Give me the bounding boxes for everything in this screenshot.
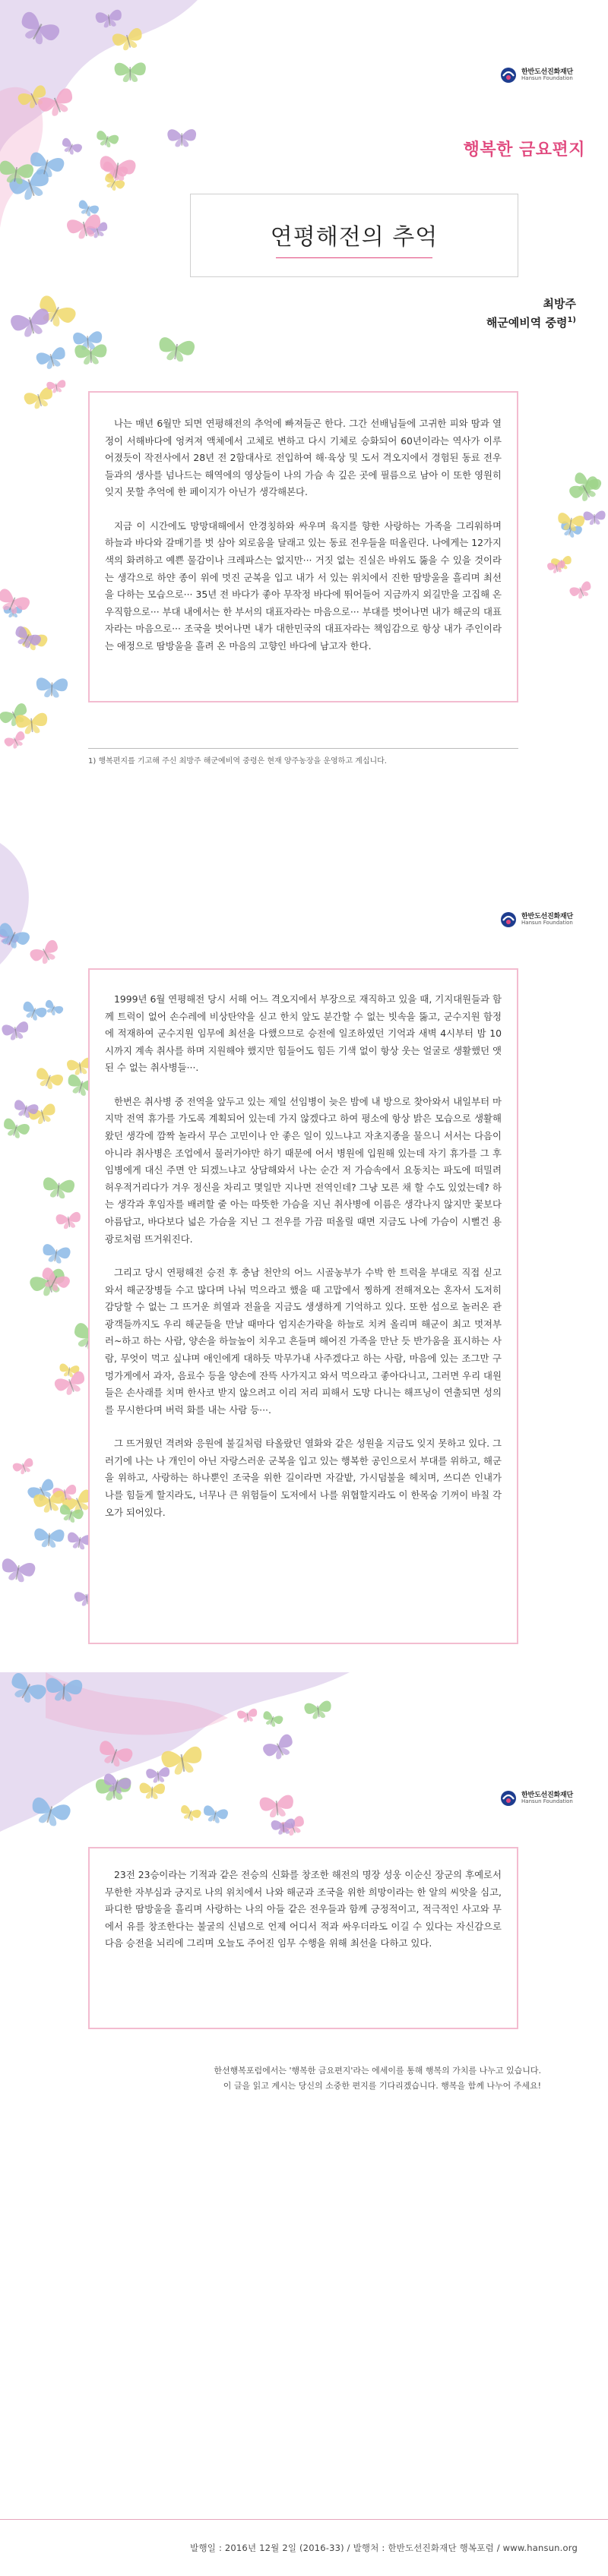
title-box (190, 194, 518, 277)
logo-name-en: Hansun Foundation (521, 920, 573, 927)
author-block (486, 295, 576, 333)
logo-name-en: Hansun Foundation (521, 1798, 573, 1805)
logo-name-en: Hansun Foundation (521, 75, 573, 82)
butterfly-icon (0, 587, 31, 617)
butterfly-icon (583, 510, 606, 525)
foundation-logo (500, 67, 573, 84)
closing-note (176, 2063, 541, 2094)
page-3 (0, 1672, 608, 2576)
butterfly-icon (42, 999, 64, 1018)
title-underline (276, 257, 432, 258)
butterfly-icon (139, 1782, 165, 1799)
butterfly-icon (2, 1021, 30, 1041)
butterfly-icon (12, 1457, 36, 1476)
paragraph: 1999년 6월 연평해전 당시 서해 어느 격오지에서 부장으로 재직하고 있을 때, 기지대원들과 함께 트럭이 없어 손수레에 비상탄약을 싣고 한치 앞도 분간할 수 없는 빗속을 뚫고, 군수지원 함정에 적재하여 군수지원 임무에 최선을 다했으므로 승전에 일조하였던 기억과 새벽 4시부터 밤 10시까지 계속 취사를 하며 지원해야 했지만 힘들어도 힘든 기색 없이 항상 웃는 얼굴로 생활했던 앳된 수 없는 취사병들···. (105, 993, 502, 1074)
butterfly-cluster-bottom-left (0, 577, 84, 775)
butterfly-icon (0, 1558, 36, 1584)
page-2 (0, 828, 608, 1672)
footer-divider (0, 2519, 608, 2520)
body-box-3 (88, 1847, 518, 2029)
butterfly-icon (33, 1528, 65, 1548)
butterfly-icon (3, 731, 28, 752)
butterfly-icon (36, 677, 68, 698)
butterfly-icon (28, 939, 62, 968)
page-1 (0, 0, 608, 828)
paragraph: 23전 23승이라는 기적과 같은 전승의 신화를 창조한 해전의 명장 성웅 이순신 장군의 후예로서 무한한 자부심과 긍지로 나의 위치에서 나와 해군과 조국을 위한 희망이라는 한 알의 씨앗을 심고, 파디한 땀방울을 흘리며 사랑하는 나의 아들 같은 전우들과 함께 긍정적이고, 적극적인 사고와 무에서 유를 창조한다는 불굴의 신념으로 언제 어디서 적과 싸우더라도 이길 수 있다는 자신감으로 다음 승전을 뇌리에 그리며 오늘도 주어진 임무 수행을 위해 최선을 다하고 있다. (105, 1869, 502, 1949)
butterfly-icon (259, 1795, 295, 1819)
butterfly-icon (20, 1000, 48, 1023)
butterfly-icon (55, 1211, 82, 1230)
butterfly-icon (157, 336, 195, 363)
author-role: 해군예비역 중령 (486, 315, 568, 330)
paragraph: 그리고 당시 연평해전 승전 후 충남 천안의 어느 시골농부가 수박 한 트럭을 부대로 직접 싣고 와서 해군장병들 수고 많다며 나눠 먹으라고 했을 때 고맙에서 찡하게 전해져오는 혼자서 도저히 감당할 수 없는 그 뜨거운 희열과 전율을 지금도 생생하게 기억하고 있다. 또한 섬으로 놀러온 관광객들까지도 우리 해군들을 만날 때마다 엄지손가락을 하늘로 치켜 올리며 해군이 최고 멋져부러~하고 하는 사람, 양손을 하늘높이 치우고 흔들며 해어진 가족을 만난 듯 반가움을 표시하는 사람, 무엇이 먹고 싶냐며 애인에게 대하듯 막무가내 사주겠다고 하는 사람, 마음에 있는 조그만 구멍가게에서 과자, 음료수 등을 양손에 잔뜩 사가지고 와서 먹으라고 좋아다니고, 그러면 우리 대원들은 손사래를 치며 한사코 받지 않으려고 이리 저리 피해서 도망 다니는 해프닝이 연출되면 성의를 무시한다며 버럭 화를 내는 사람 등···. (105, 1267, 502, 1416)
butterfly-icon (1, 1117, 31, 1141)
foundation-logo-icon (500, 911, 517, 928)
butterfly-icon (9, 308, 52, 340)
butterfly-icon (201, 1804, 229, 1825)
foundation-logo-icon (500, 1790, 517, 1807)
logo-name-ko: 한반도선진화재단 (521, 912, 573, 920)
butterfly-icon (179, 1804, 202, 1823)
paragraph: 한번은 취사병 중 전역을 앞두고 있는 제일 선임병이 늦은 밤에 내 방으로 찾아와서 내일부터 마지막 전역 휴가를 가도록 계획되어 있는데 가지 않겠다고 하여 평소에 항상 밝은 모습으로 생활해왔던 생각에 깜짝 놀라서 무슨 고민이나 안 좋은 일이 있느냐고 자초지종을 물으니 서서는 다음이 아니라 취사병은 조업에서 물러가야만 하기 때문에 어서 병원에 입원해 있는데 자기 휴가를 그 후임병에게 대신 주면 안 되겠느냐고 상담해와서 나는 순간 저 가슴속에서 요동치는 파도에 떠밀려 허우적거리다가 겨우 정신을 차리고 몇일만 지나면 전역인데? 그냥 모른 채 할 수도 있었는데? 하는 생각과 후임자를 배려할 줄 아는 따뜻한 가슴을 지닌 취사병에 이름은 생각나지 않지만 꽃보다 아름답고, 바다보다 넓은 가슴을 지닌 그 전우를 가끔 떠올릴 때면 지금도 나에 가슴이 시뻘건 용광로처럼 뜨거워진다. (105, 1095, 502, 1245)
butterfly-icon (304, 1700, 333, 1720)
foundation-logo (500, 911, 573, 928)
butterfly-icon (568, 580, 594, 601)
butterfly-icon (35, 346, 68, 372)
closing-line-2: 이 글을 읽고 계시는 당신의 소중한 편지를 기다리겠습니다. 행복을 함께 나누어 주세요! (223, 2080, 541, 2091)
article-title: 연평해전의 추억 (270, 224, 439, 251)
butterfly-cluster-right (540, 410, 608, 623)
butterfly-icon (23, 387, 55, 412)
series-title: 행복한 금요편지 (463, 140, 585, 159)
publication-footer: 발행일 : 2016년 12월 2일 (2016-33) / 발행처 : 한반도선진화재단 행복포럼 / www.hansun.org (190, 2543, 578, 2553)
logo-name-ko: 한반도선진화재단 (521, 1791, 573, 1799)
butterfly-cluster-top (0, 1672, 350, 1847)
butterfly-icon (42, 1177, 75, 1200)
butterfly-icon (146, 1767, 171, 1784)
paragraph: 그 뜨거웠던 격려와 응원에 불길처럼 타올랐던 열화와 같은 성원을 지금도 잊지 못하고 있다. 그러기에 나는 나 개인이 아닌 자랑스러운 군복을 입고 있는 행복한 공인으로서 부대를 위하고, 해군을 위하고, 사랑하는 하나뿐인 조국을 위한 길이라면 자갈밭, 가시덤불을 헤치며, 쓰디쓴 인내가 나를 힘들게 할지라도, 너무나 큰 위험들이 도저에서 나를 위협할지라도 이 한목숨 기꺼이 바칠 각오가 되어있다. (105, 1438, 502, 1518)
butterfly-icon (66, 213, 104, 242)
foundation-logo (500, 1790, 573, 1807)
foundation-logo-icon (500, 67, 517, 84)
body-box-2 (88, 968, 518, 1644)
author-name: 최방주 (543, 297, 576, 311)
butterfly-icon (41, 1243, 71, 1265)
butterfly-icon (115, 62, 147, 82)
butterfly-icon (261, 1710, 284, 1729)
butterfly-icon (33, 1067, 65, 1093)
butterfly-icon (261, 1733, 298, 1764)
footnote-divider (88, 748, 518, 749)
paragraph: 지금 이 시간에도 망망대해에서 안경칭하와 싸우며 육지를 향한 사랑하는 가족을 그리워하며 하늘과 바다와 갈매기를 벗 삼아 외로움을 달래고 있는 동료 전우들을 떠올린다. 나에게는 12가지색의 화려하고 예쁜 물감이나 크레파스는 없지만··· 거짓 없는 진실은 바위도 뚫을 수 있을 것이라는 생각으로 하얀 종이 위에 멋진 군복을 입고 내가 서 있는 위치에서 진한 땀방울을 흘리며 최선을 다하는 모습으로··· 35년 전 바다가 좋아 무작정 바다에 뛰어들어 지금까지 외길만을 고집해 온 우직함으로··· 부대 내에서는 한 부서의 대표자라는 마음으로··· 부대를 벗어나면 내가 해군의 대표자라는 마음으로··· 조국을 벗어나면 내가 대한민국의 대표자라는 책임감으로 항상 내가 주인이라는 애정으로 땀방울을 흘려 온 마음의 고향인 바다에 남고자 한다. (105, 519, 502, 652)
butterfly-cluster-top-left (0, 0, 213, 425)
closing-line-1: 한선행복포럼에서는 '행복한 금요편지'라는 에세이를 통해 행복의 가치를 나누고 있습니다. (214, 2066, 541, 2076)
paragraph: 나는 매년 6월만 되면 연평해전의 추억에 빠져들곤 한다. 그간 선배님들에 고귀한 피와 땀과 열정이 서해바다에 엉켜져 액체에서 고체로 변하고 다시 기체로 승화되어 60년이라는 역사가 이루어졌듯이 작전사에서 28년 전 2함대사로 전입하여 해·육상 및 도서 격오지에서 경험된 동료 전우들과의 생사를 넘나드는 해역에의 영상들이 나의 가슴 속 깊은 곳에 필름으로 남아 이 또한 영원히 잊지 못할 추억에 한 페이지가 아닌가 생각해본다. (105, 418, 502, 498)
body-box-1 (88, 391, 518, 702)
logo-name-ko: 한반도선진화재단 (521, 68, 573, 76)
butterfly-icon (236, 1708, 258, 1723)
footnote-mark: 1) (567, 315, 576, 324)
footnote: 1) 행복편지를 기고해 주신 최방주 해군예비역 중령은 현재 양주농장을 운영하고 계십니다. (88, 757, 387, 766)
